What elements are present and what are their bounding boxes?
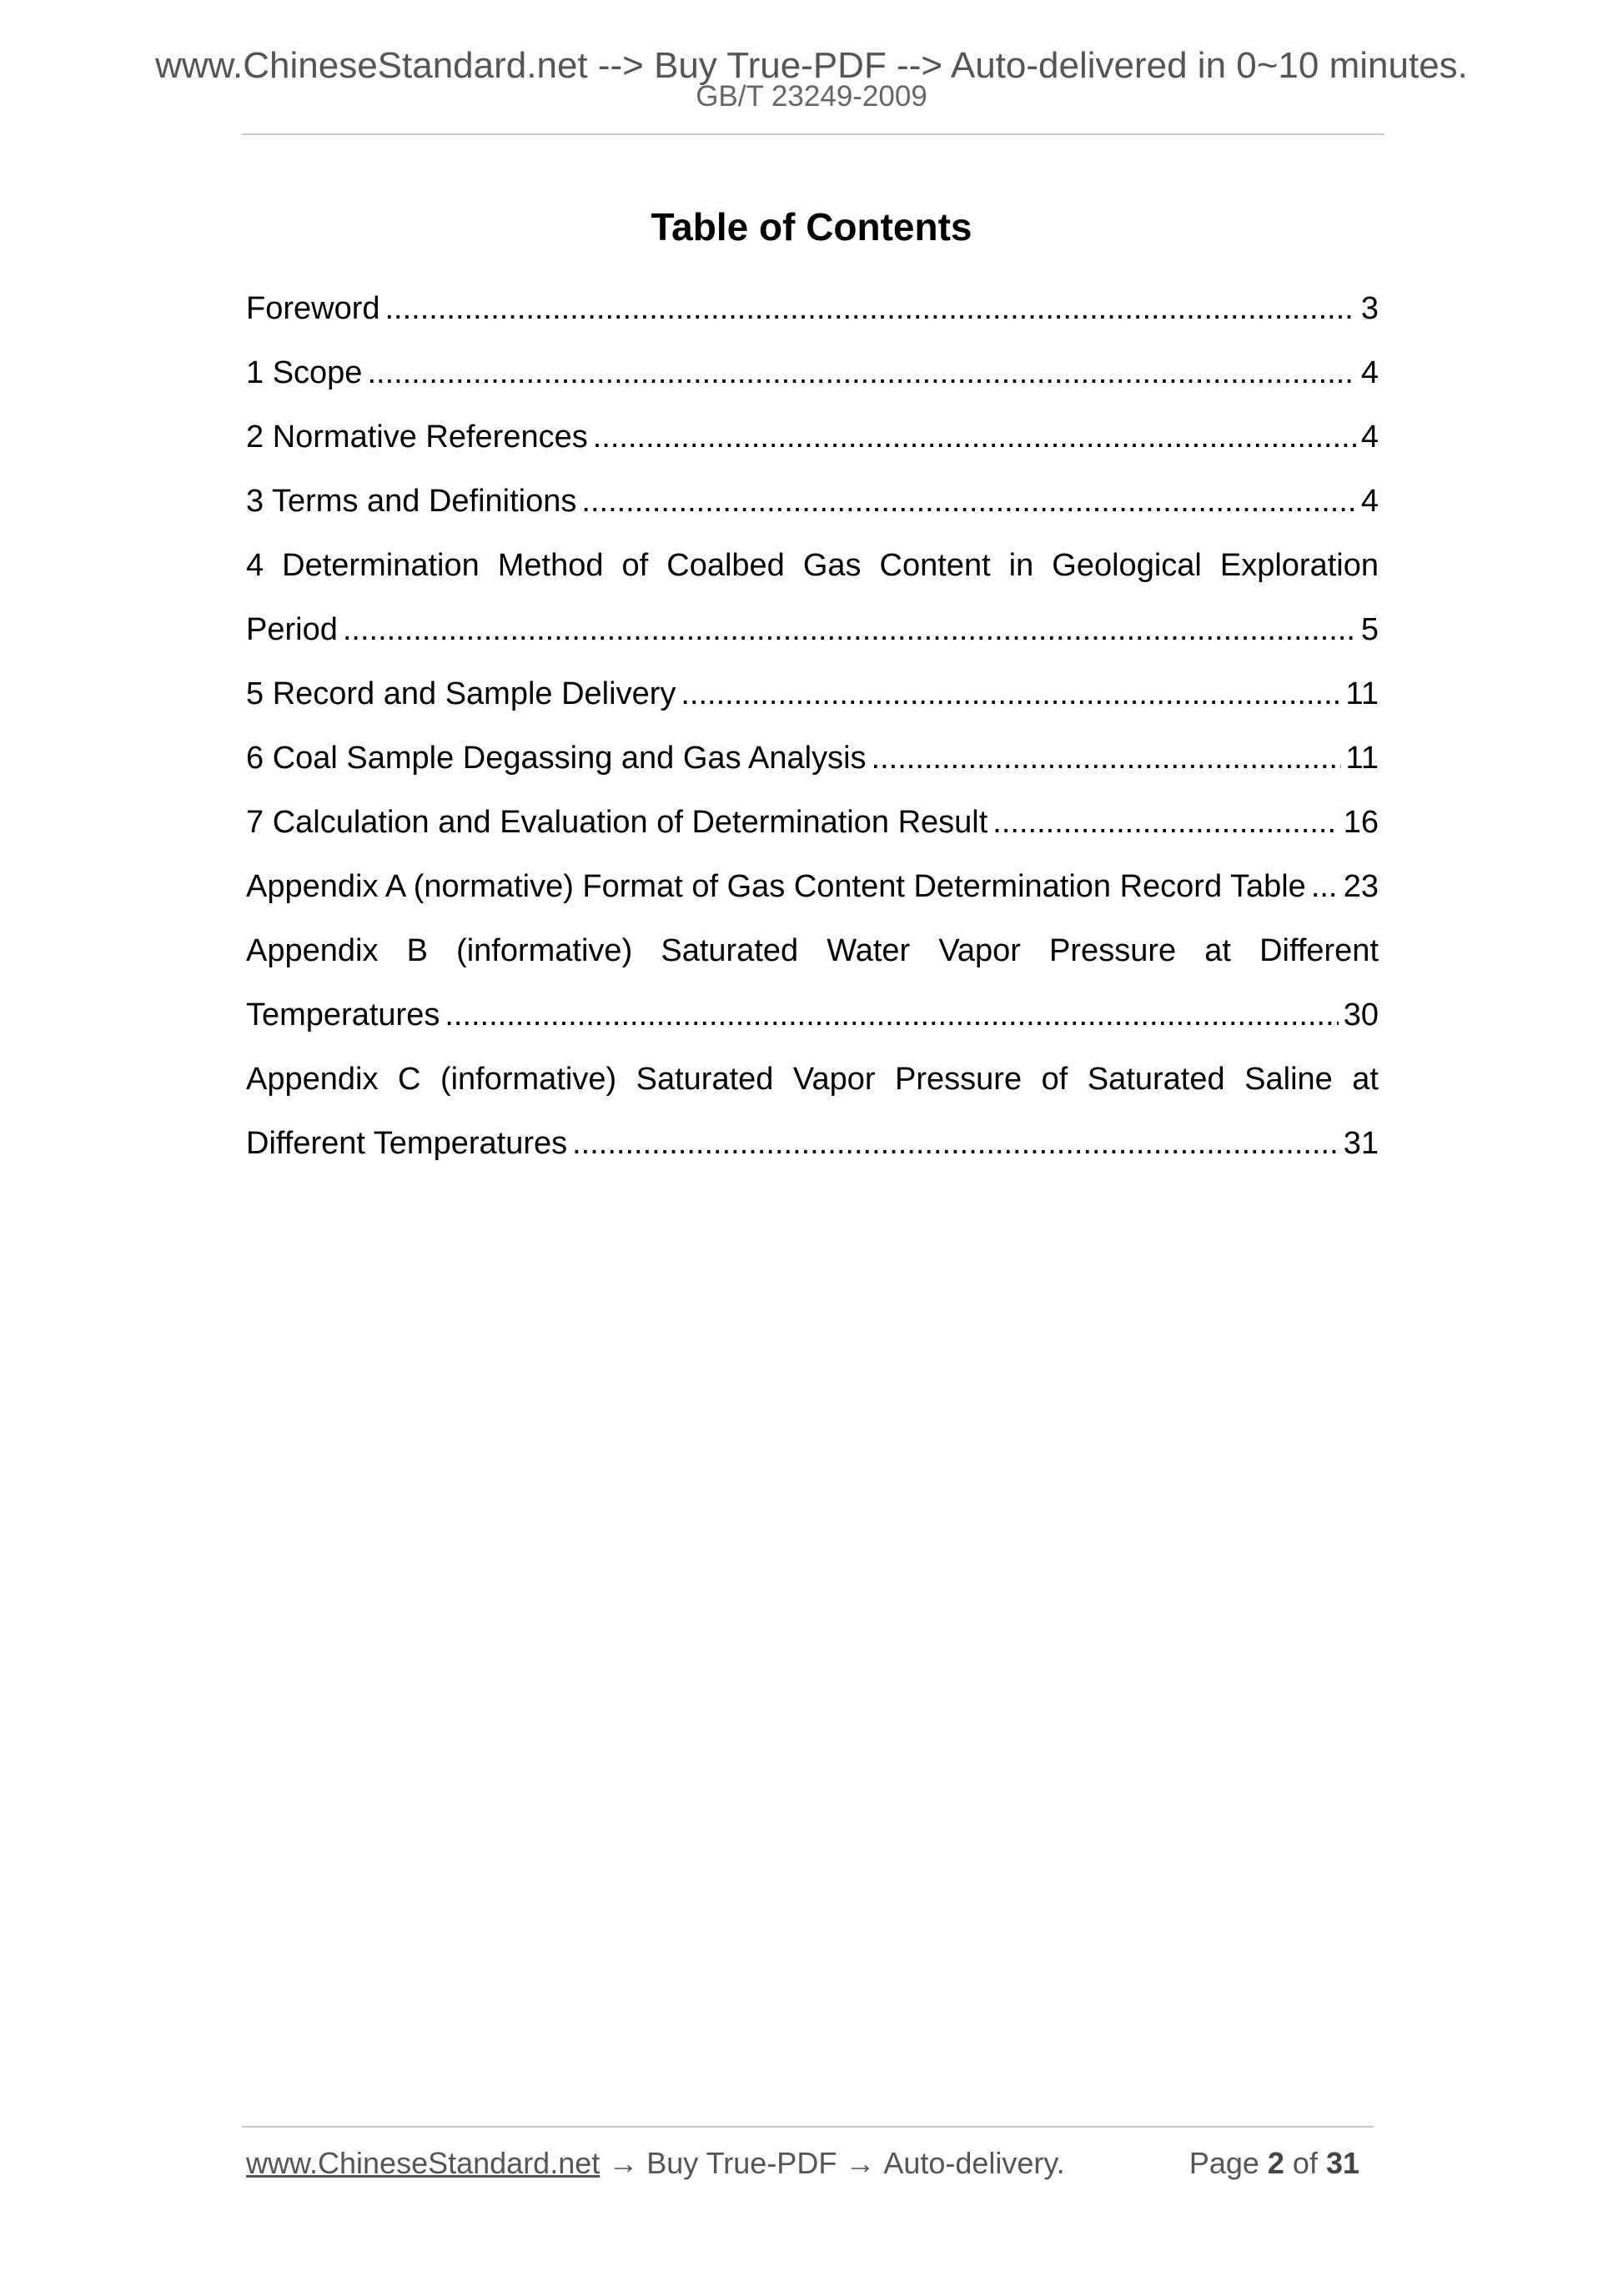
toc-entry[interactable] [246,662,1379,726]
dot-leader [681,662,1340,726]
dot-leader [872,726,1341,791]
toc-entry-text: Period [246,612,338,647]
toc-page-number: 4 [1360,355,1379,390]
toc-entry-text: Appendix A (normative) Format of Gas Content Determination Record Table [246,869,1306,904]
header-banner: www.ChineseStandard.net --> Buy True-PDF --> Auto-delivered in 0~10 minutes. [155,45,1468,86]
footer-delivery-text: Auto-delivery. [883,2146,1065,2180]
header-divider [242,133,1384,135]
toc-list [246,277,1379,1176]
toc-entry[interactable] [246,277,1379,341]
toc-entry-line [246,983,1379,1048]
toc-entry-text: Different Temperatures [246,1126,568,1161]
arrow-icon: → [608,2146,639,2180]
toc-entry[interactable] [246,855,1379,919]
standard-code: GB/T 23249-2009 [696,80,927,113]
toc-entry-text: 1 Scope [246,355,363,390]
toc-entry-line-wrapped [246,1048,1379,1112]
toc-entry-text: 4 Determination Method of Coalbed Gas Content in Geological Exploration [246,548,1379,583]
dot-leader [343,598,1356,662]
page-of: of [1292,2146,1318,2180]
toc-entry-line [246,726,1379,791]
toc-entry[interactable] [246,534,1379,662]
dot-leader [385,277,1356,341]
toc-page-number: 31 [1343,1126,1379,1161]
toc-entry-line [246,470,1379,534]
page-total: 31 [1325,2146,1359,2180]
footer [246,2143,1372,2183]
toc-entry-text: 3 Terms and Definitions [246,484,577,519]
toc-entry-line [246,791,1379,855]
dot-leader [593,405,1356,470]
page-indicator [1189,2143,1372,2183]
dot-leader [992,791,1338,855]
footer-buy-text: Buy True-PDF [646,2146,837,2180]
toc-page-number: 11 [1345,741,1379,776]
toc-entry-text: Foreword [246,291,380,326]
toc-entry[interactable] [246,470,1379,534]
toc-entry-text: Appendix C (informative) Saturated Vapor Pressure of Saturated Saline at [246,1062,1379,1097]
toc-entry-line [246,598,1379,662]
toc-entry-line-wrapped [246,919,1379,983]
toc-entry[interactable] [246,405,1379,470]
toc-entry-text: Temperatures [246,997,440,1032]
toc-page-number: 30 [1343,997,1379,1032]
toc-entry[interactable] [246,726,1379,791]
toc-entry[interactable] [246,919,1379,1048]
footer-site-link[interactable]: www.ChineseStandard.net [246,2146,600,2180]
toc-entry-text: Appendix B (informative) Saturated Water Vapor Pressure at Different [246,933,1379,968]
arrow-icon: → [845,2146,876,2180]
toc-entry-line [246,662,1379,726]
toc-page-number: 3 [1360,291,1379,326]
toc-entry[interactable] [246,341,1379,405]
dot-leader [581,470,1355,534]
toc-entry-text: 2 Normative References [246,420,588,455]
toc-entry-line [246,855,1379,919]
toc-page-number: 23 [1343,869,1379,904]
toc-entry-line [246,1112,1379,1176]
page-current: 2 [1267,2146,1284,2180]
toc-page-number: 4 [1360,420,1379,455]
toc-entry-line [246,277,1379,341]
toc-entry-text: 5 Record and Sample Delivery [246,676,676,711]
dot-leader [445,983,1338,1048]
toc-entry[interactable] [246,1048,1379,1176]
toc-entry-text: 6 Coal Sample Degassing and Gas Analysis [246,741,867,776]
toc-page-number: 5 [1360,612,1379,647]
toc-page-number: 11 [1345,676,1379,711]
toc-entry-line [246,341,1379,405]
toc-entry-line [246,405,1379,470]
toc-entry[interactable] [246,791,1379,855]
dot-leader [572,1112,1339,1176]
footer-divider [242,2126,1374,2128]
dot-leader [367,341,1355,405]
toc-entry-text: 7 Calculation and Evaluation of Determination Result [246,805,988,840]
toc-page-number: 16 [1343,805,1379,840]
page-label: Page [1188,2146,1259,2180]
toc-page-number: 4 [1360,484,1379,519]
toc-title: Table of Contents [651,205,972,249]
toc-entry-line-wrapped [246,534,1379,598]
dot-leader [1311,855,1339,919]
